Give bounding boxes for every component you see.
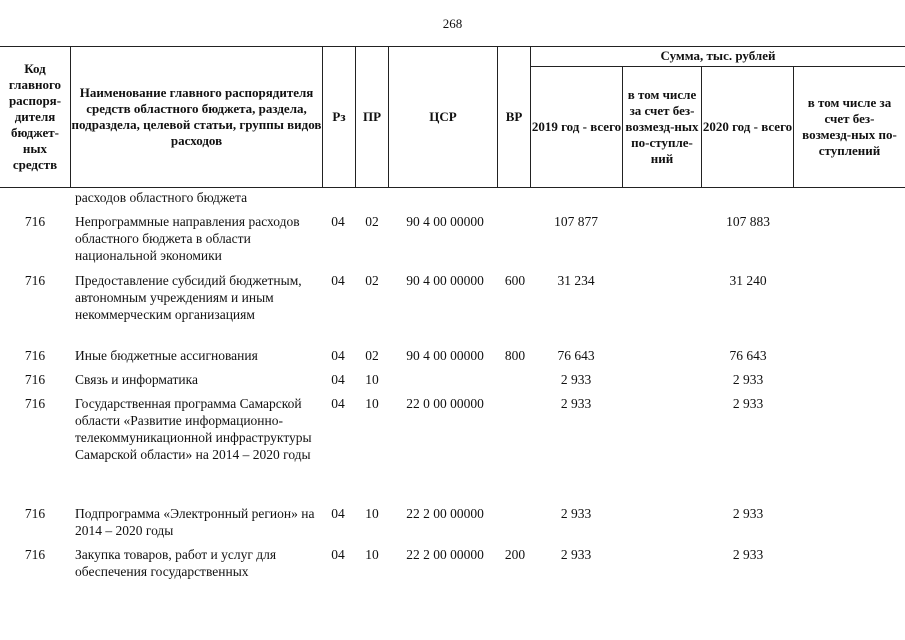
cell-csr: 90 4 00 00000 <box>406 214 484 229</box>
cell-sum-2019: 2 933 <box>560 372 592 387</box>
cell-code: 716 <box>24 348 46 363</box>
header-total-2020: 2020 год - всего <box>701 66 793 188</box>
cell-vr: 600 <box>504 273 526 288</box>
cell-sum-2020: 31 240 <box>729 273 767 288</box>
header-incl-2019: в том числе за счет без-возмезд-ных по-ступле-ний <box>622 66 701 188</box>
cell-sum-2019: 2 933 <box>560 506 592 521</box>
cell-sum-2020: 2 933 <box>732 506 764 521</box>
cell-sum-2020: 2 933 <box>732 547 764 562</box>
header-vr: ВР <box>497 46 530 188</box>
cell-vr: 200 <box>504 547 526 562</box>
cell-sum-2020: 2 933 <box>732 396 764 411</box>
cell-name: Непрограммные направления расходов областного бюджета в области национальной экономики <box>75 214 300 263</box>
cell-sum-2019: 31 234 <box>557 273 595 288</box>
header-total-2019: 2019 год - всего <box>530 66 622 188</box>
cell-sum-2019: 76 643 <box>557 348 595 363</box>
cell-name: Связь и информатика <box>75 372 198 387</box>
cell-rz: 04 <box>331 506 345 521</box>
cell-code: 716 <box>24 396 46 411</box>
cell-csr: 90 4 00 00000 <box>406 273 484 288</box>
cell-vr: 800 <box>504 348 526 363</box>
cell-csr: 22 0 00 00000 <box>406 396 484 411</box>
header-incl-2020: в том числе за счет без-возмезд-ных по-ступлений <box>793 66 905 188</box>
cell-code: 716 <box>24 506 46 521</box>
cell-rz: 04 <box>331 396 345 411</box>
cell-pr: 02 <box>365 348 379 363</box>
cell-rz: 04 <box>331 372 345 387</box>
header-pr: ПР <box>355 46 388 188</box>
cell-code: 716 <box>24 273 46 288</box>
header-rz: Рз <box>322 46 355 188</box>
cell-pr: 10 <box>365 396 379 411</box>
cell-code: 716 <box>24 547 46 562</box>
cell-csr: 22 2 00 00000 <box>406 506 484 521</box>
continuation-text: расходов областного бюджета <box>75 190 248 205</box>
header-name: Наименование главного распорядителя средств областного бюджета, раздела, подраздела, целевой статьи, группы видов расходов <box>70 46 322 188</box>
cell-name: Государственная программа Самарской области «Развитие информационно-телекоммуникационной инфраструктуры Самарской области» на 2014 – 2020 годы <box>75 396 312 462</box>
cell-sum-2020: 2 933 <box>732 372 764 387</box>
table-header <box>0 46 905 188</box>
cell-sum-2019: 2 933 <box>560 396 592 411</box>
cell-sum-2019: 2 933 <box>560 547 592 562</box>
cell-rz: 04 <box>331 214 345 229</box>
header-sum: Сумма, тыс. рублей <box>530 46 905 66</box>
cell-name: Иные бюджетные ассигнования <box>75 348 258 363</box>
cell-pr: 10 <box>365 372 379 387</box>
cell-pr: 10 <box>365 506 379 521</box>
cell-name: Предоставление субсидий бюджетным, автономным учреждениям и иным некоммерческим организациям <box>75 273 302 322</box>
cell-pr: 02 <box>365 214 379 229</box>
cell-csr: 90 4 00 00000 <box>406 348 484 363</box>
cell-sum-2020: 107 883 <box>726 214 770 229</box>
cell-code: 716 <box>24 372 46 387</box>
cell-csr: 22 2 00 00000 <box>406 547 484 562</box>
cell-sum-2019: 107 877 <box>554 214 598 229</box>
cell-name: Закупка товаров, работ и услуг для обеспечения государственных <box>75 547 277 579</box>
cell-pr: 10 <box>365 547 379 562</box>
header-csr: ЦСР <box>388 46 497 188</box>
cell-rz: 04 <box>331 348 345 363</box>
cell-sum-2020: 76 643 <box>729 348 767 363</box>
cell-code: 716 <box>24 214 46 229</box>
cell-rz: 04 <box>331 273 345 288</box>
cell-name: Подпрограмма «Электронный регион» на 2014 – 2020 годы <box>75 506 315 538</box>
header-code: Код главного распоря-дителя бюджет-ных средств <box>8 61 62 172</box>
page-number: 268 <box>442 16 463 31</box>
cell-pr: 02 <box>365 273 379 288</box>
cell-rz: 04 <box>331 547 345 562</box>
